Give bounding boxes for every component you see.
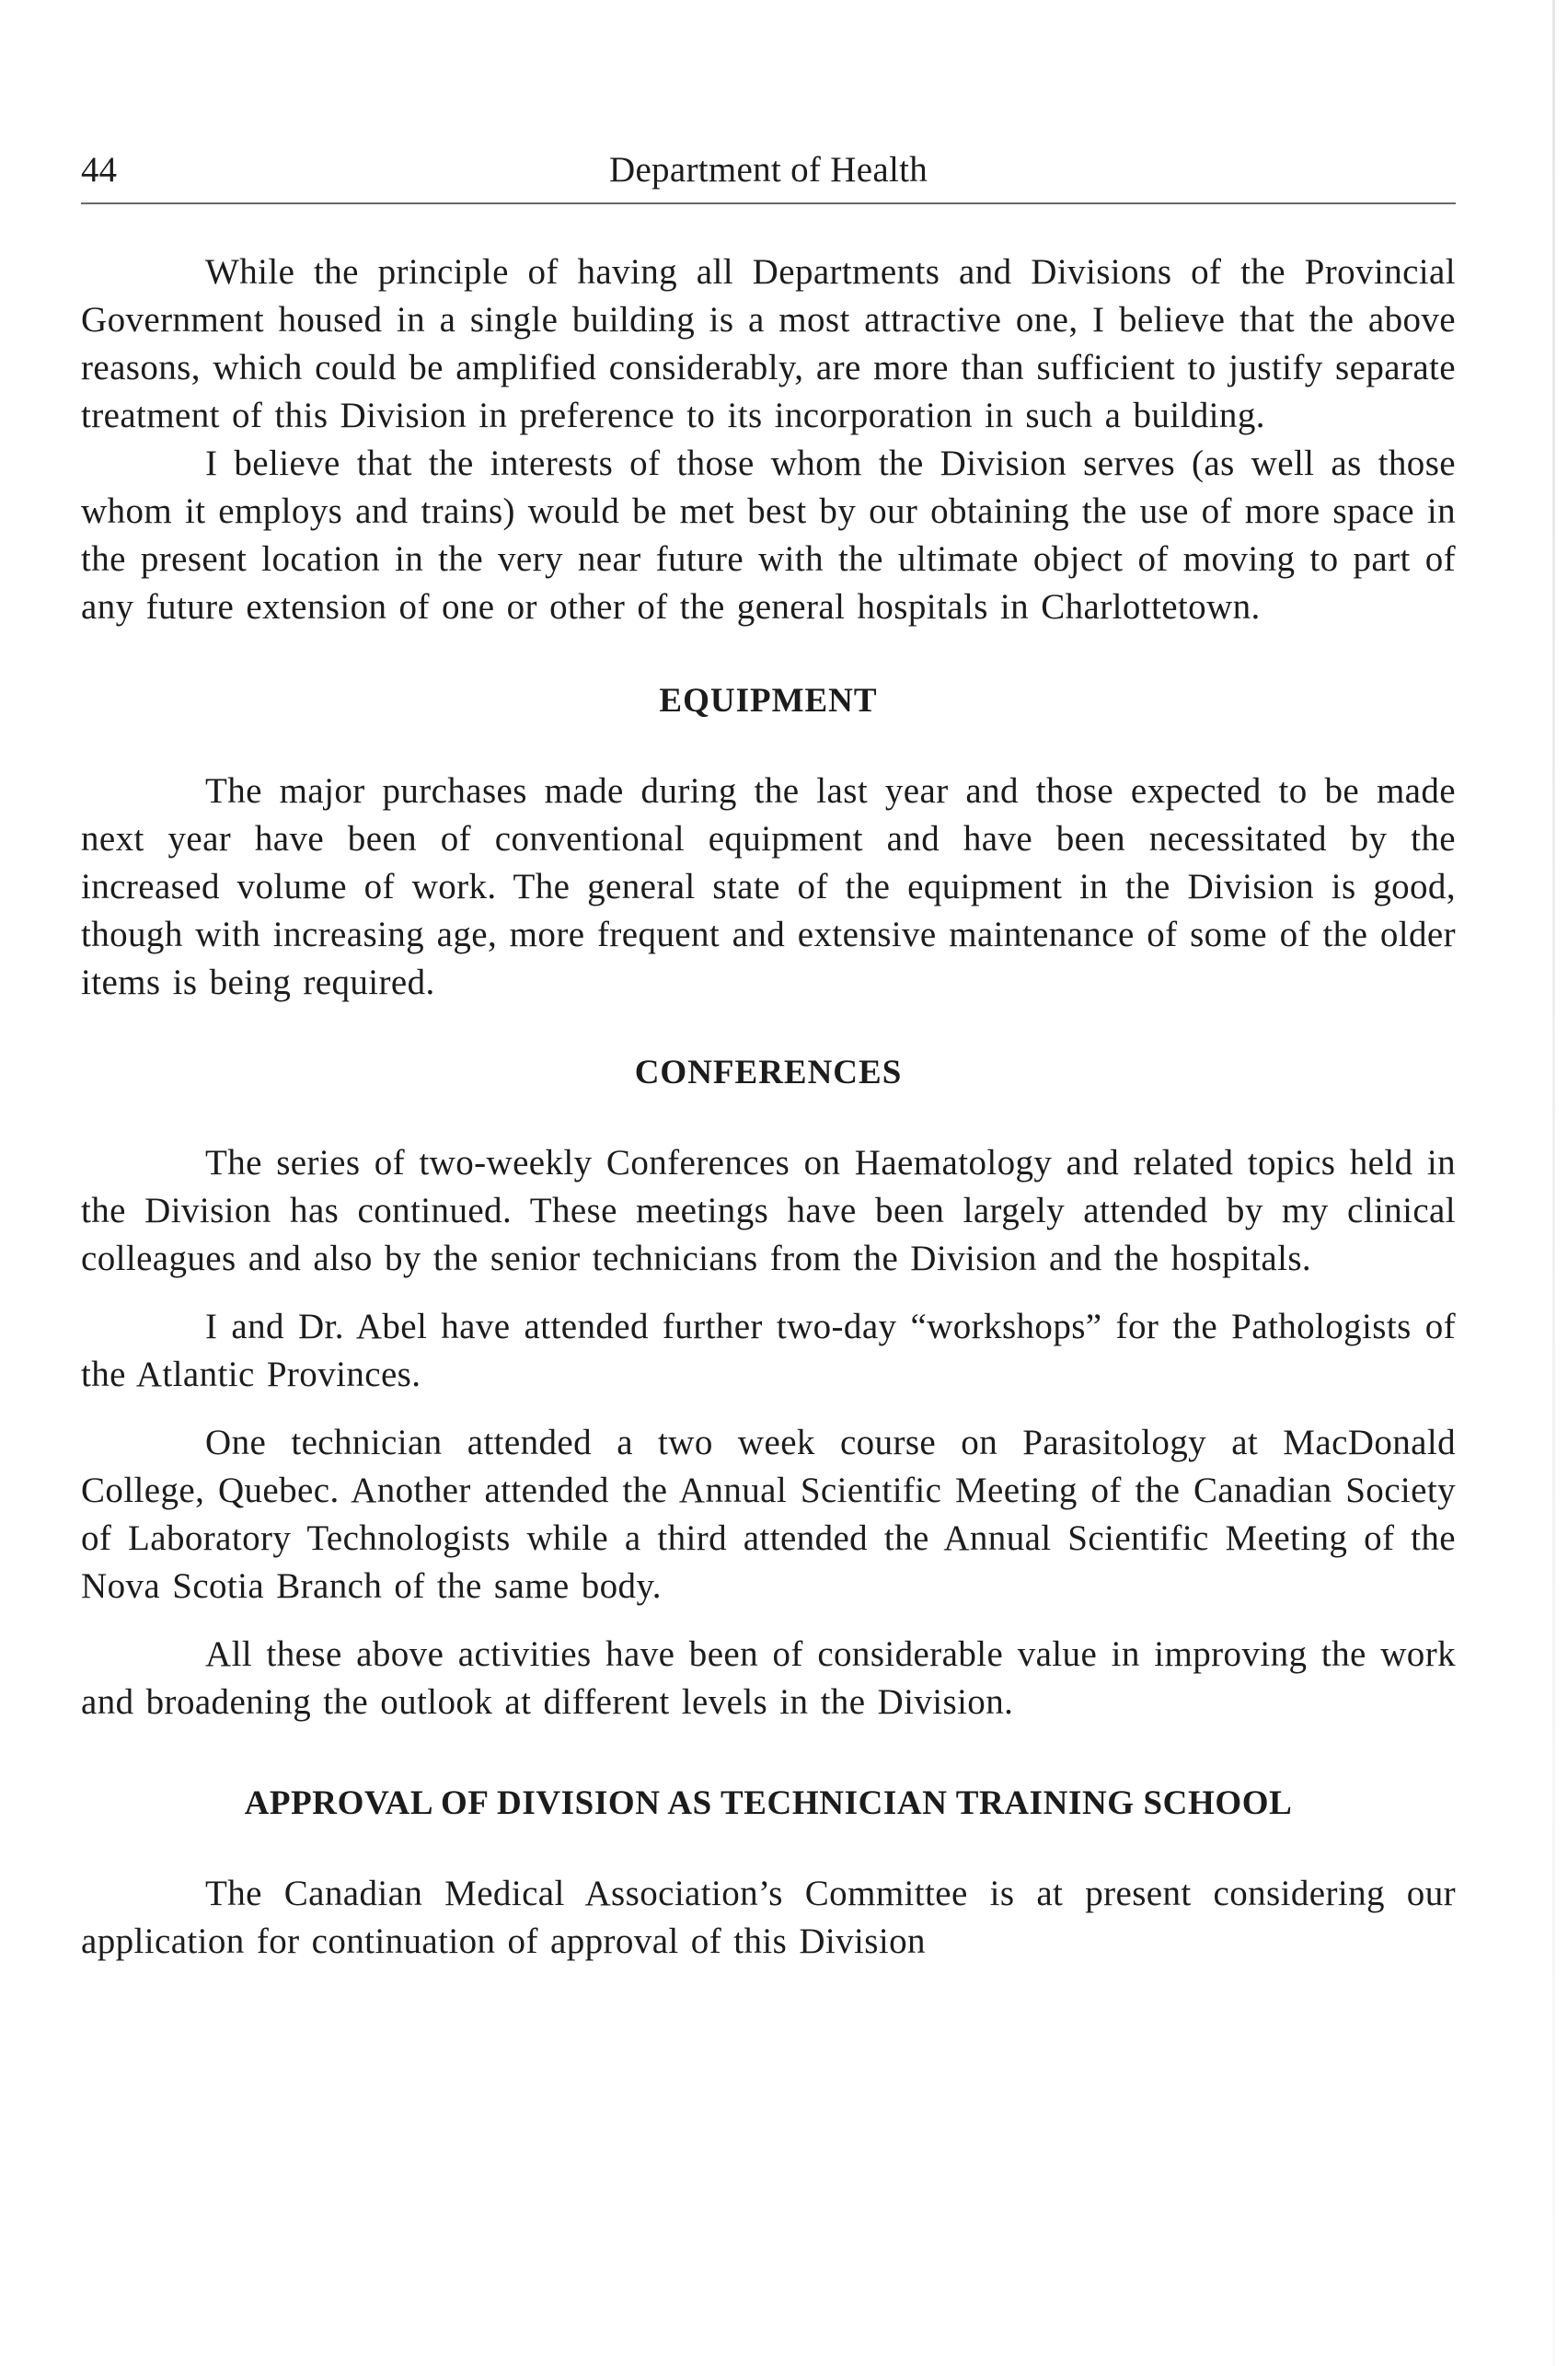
heading-equipment: EQUIPMENT xyxy=(659,682,878,720)
page-number: 44 xyxy=(81,150,117,190)
running-title: Department of Health xyxy=(608,150,928,190)
paragraph-equipment: The major purchases made during the last year and those expected to be made next year have been of conventional equipment and have been necessitated by the increased volume of work. The general state of the equipment in the Division is good, though with increasing age, more frequent and extensive maintenance of some of the older items is being required. xyxy=(81,771,1456,1002)
scan-edge-shadow xyxy=(1552,0,1555,2366)
paragraph-single-building: While the principle of having all Departments and Divisions of the Provincial Government housed in a single building is a most attractive one, I believe that the above reasons, which could be amplified considerably, are more than sufficient to justify separate treatment of this Division in preference to its incorporation in such a building. xyxy=(81,252,1456,435)
heading-conferences: CONFERENCES xyxy=(634,1054,903,1091)
header-rule xyxy=(81,202,1456,204)
paragraph-technicians: One technician attended a two week course on Parasitology at MacDonald College, Quebec. Another attended the Annual Scientific Meeting of the Canadian Society of Laboratory Technologists while a third attended the Annual Scientific Meeting of the Nova Scotia Branch of the same body. xyxy=(81,1423,1456,1606)
paragraph-conferences-series: The series of two-weekly Conferences on Haematology and related topics held in the Division has continued. These meetings have been largely attended by my clinical colleagues and also by the senior technicians from the Division and the hospitals. xyxy=(81,1143,1456,1278)
paragraph-workshops: I and Dr. Abel have attended further two-day “workshops” for the Pathologists of the Atlantic Provinces. xyxy=(81,1307,1456,1394)
running-header xyxy=(81,138,1456,202)
paragraph-approval: The Canadian Medical Association’s Committee is at present considering our application for continuation of approval of this Division xyxy=(81,1874,1456,1961)
heading-approval: APPROVAL OF DIVISION AS TECHNICIAN TRAINING SCHOOL xyxy=(244,1784,1293,1822)
document-body xyxy=(81,248,1456,1966)
paragraph-activities-value: All these above activities have been of considerable value in improving the work and broadening the outlook at different levels in the Division. xyxy=(81,1634,1456,1722)
paragraph-interests: I believe that the interests of those whom the Division serves (as well as those whom it employs and trains) would be met best by our obtaining the use of more space in the present location in the very near future with the ultimate object of moving to part of any future extension of one or other of the general hospitals in Charlottetown. xyxy=(81,444,1456,627)
